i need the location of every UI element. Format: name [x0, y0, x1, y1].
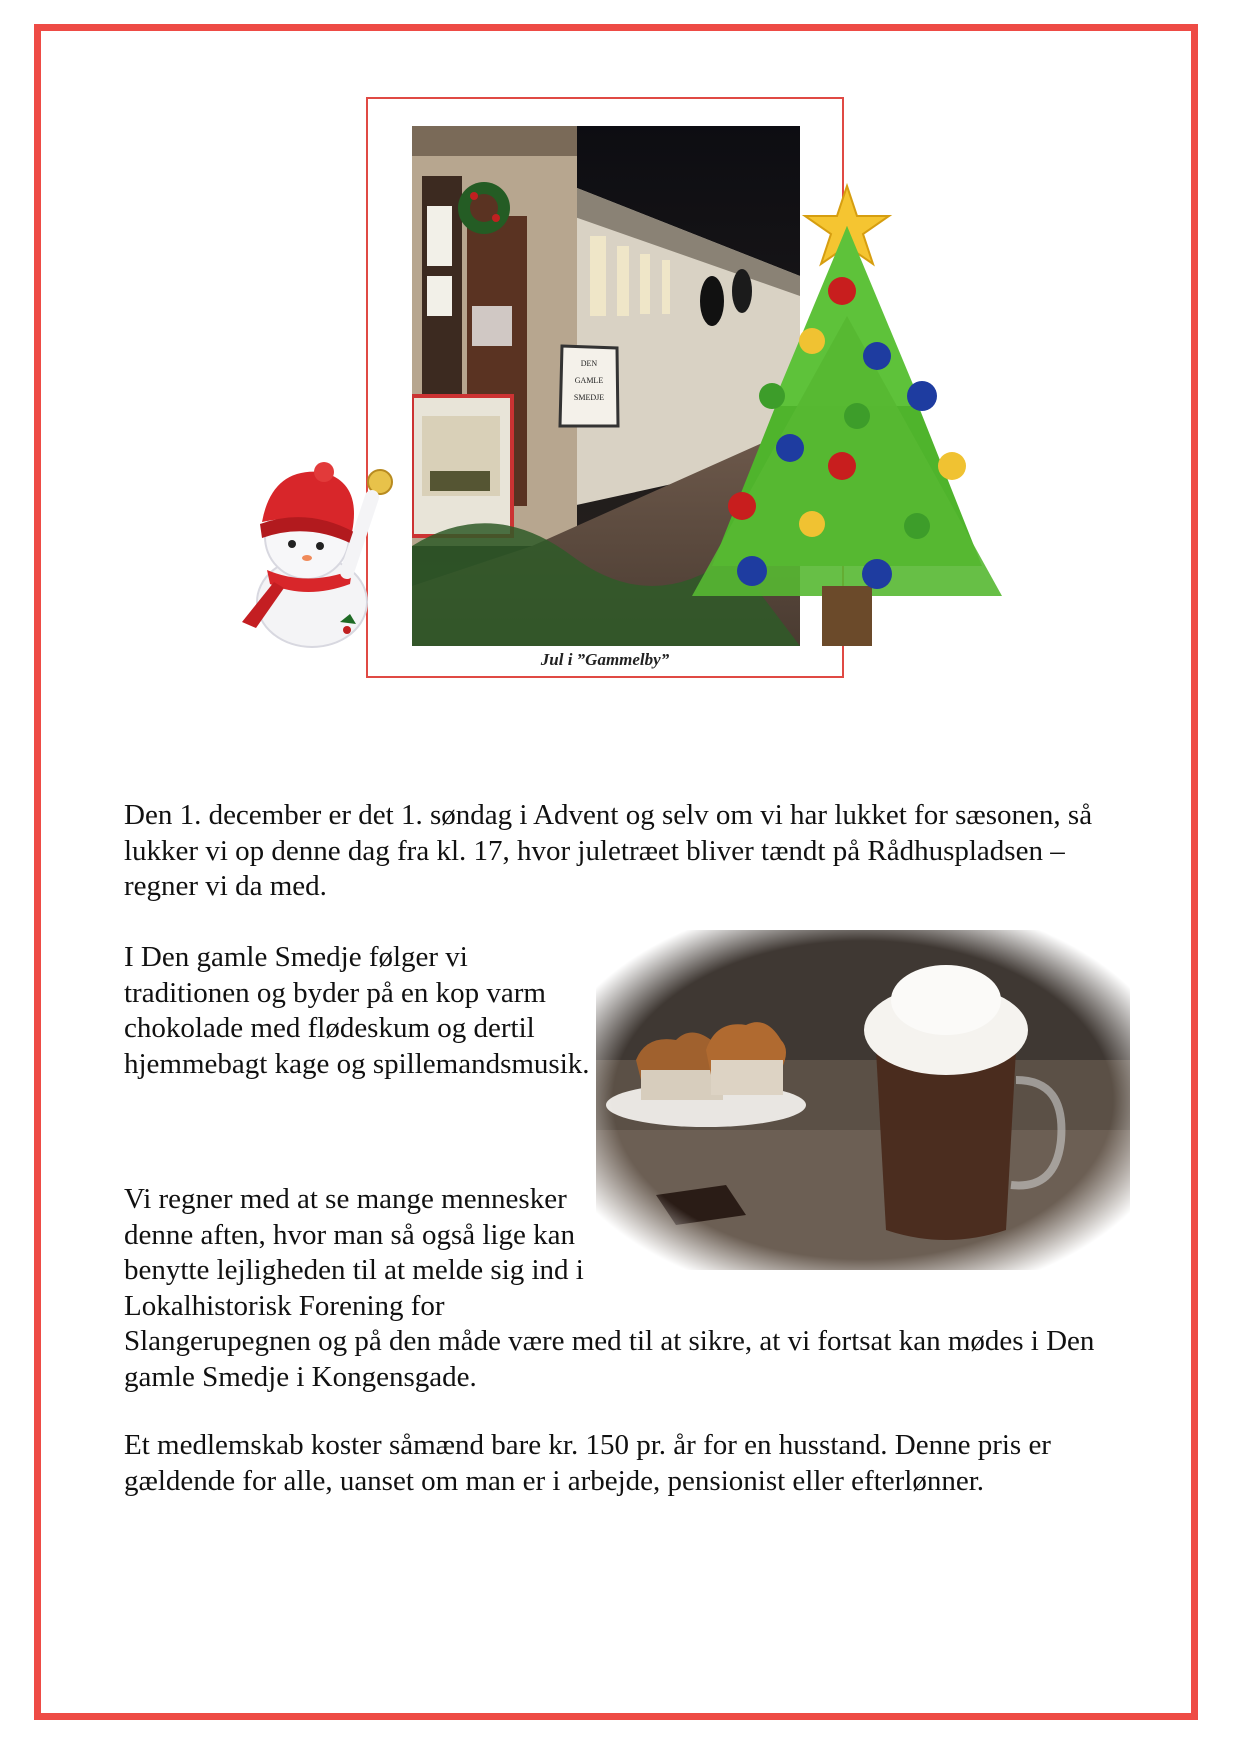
paragraph-membership-invite-text: Vi regner med at se mange mennesker denne aften, hvor man så også lige kan benytte lejligheden til at melde sig ind i Lokalhistorisk Forening for Slangerupegnen og på den måde være med til at sikre, at vi fortsat kan mødes i Den gamle Smedje i Kongensgade.	[124, 1183, 1095, 1393]
photo-caption: Jul i ”Gammelby”	[540, 650, 670, 669]
paragraph-tradition: I Den gamle Smedje følger vi traditionen og byder på en kop varm chokolade med flødeskum og dertil hjemmebagt kage og spillemandsmusik.	[124, 941, 590, 1080]
sign-line-2: GAMLE	[574, 376, 604, 385]
snowman-illustration	[212, 452, 412, 652]
sign-line-3: SMEDJE	[573, 393, 605, 402]
text-wrap-spacer	[594, 1182, 1124, 1324]
paragraph-advent: Den 1. december er det 1. søndag i Advent og selv om vi har lukket for sæsonen, så lukker vi op denne dag fra kl. 17, hvor juletræet bliver tændt på Rådhuspladsen – regner vi da med.	[124, 799, 1093, 902]
christmas-tree-illustration	[682, 176, 1012, 656]
sign-line-1: DEN	[580, 359, 598, 368]
paragraph-price: Et medlemskab koster såmænd bare kr. 150 pr. år for en husstand. Denne pris er gældende for alle, uanset om man er i arbejde, pensionist eller efterlønner.	[124, 1429, 1051, 1497]
paragraph-membership-invite	[124, 1182, 1124, 1395]
